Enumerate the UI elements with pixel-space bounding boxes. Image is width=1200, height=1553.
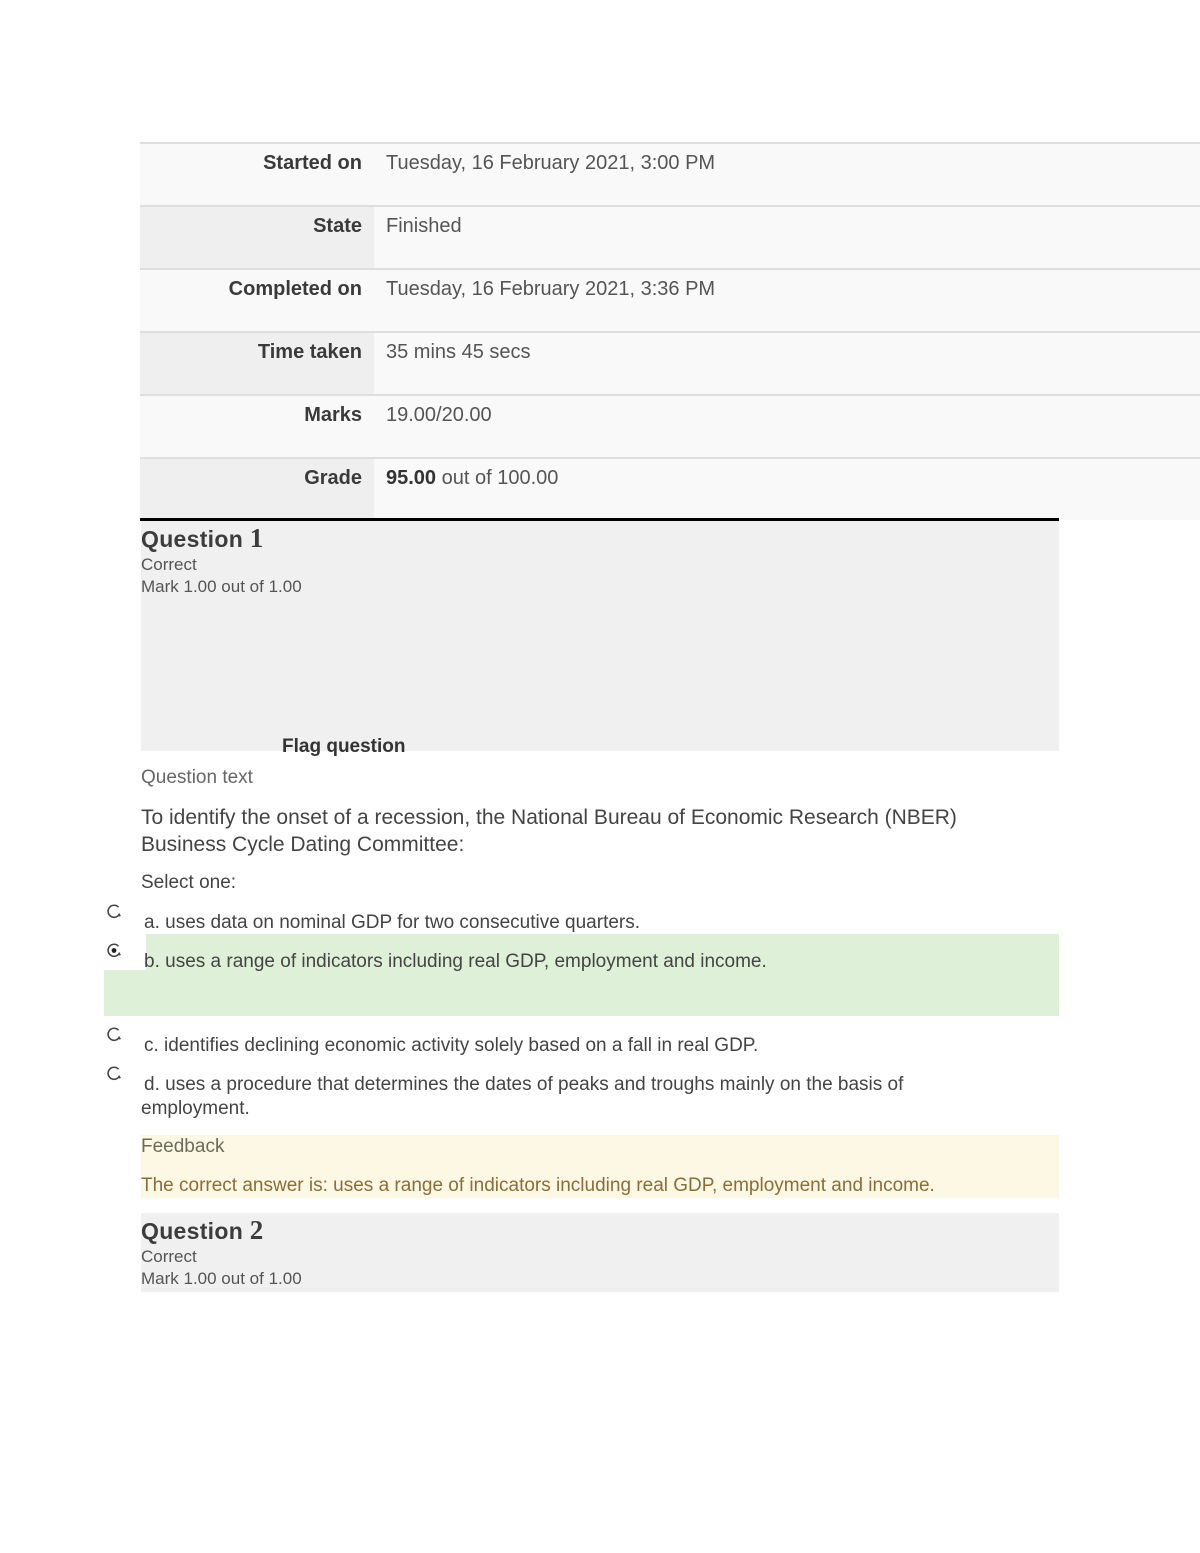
question-text-heading: Question text [141,767,253,788]
summary-row-started-on [140,142,1200,205]
correct-answer-highlight [104,934,1059,1016]
summary-value: Finished [374,207,1200,268]
summary-value: Tuesday, 16 February 2021, 3:00 PM [374,144,1200,205]
question-info-header [141,1213,985,1246]
summary-value: 19.00/20.00 [374,396,1200,457]
question-info-header [141,521,985,554]
summary-value [374,459,1200,520]
summary-label: Started on [140,144,374,205]
flag-question-link[interactable]: Flag question [282,736,406,757]
question-text: To identify the onset of a recession, the National Bureau of Economic Research (NBER) Business Cycle Dating Committee: [141,806,957,856]
correct-answer-text: The correct answer is: uses a range of indicators including real GDP, employment and income. [141,1175,935,1196]
question-grade: Mark 1.00 out of 1.00 [141,577,302,596]
select-one-prompt: Select one: [141,872,237,893]
summary-label: Time taken [140,333,374,394]
summary-row-grade [140,457,1200,520]
attempt-summary-table [140,142,1200,520]
feedback-heading: Feedback [141,1136,225,1157]
question-number: Question 2 [141,1215,264,1245]
summary-label: State [140,207,374,268]
feedback-box [141,1135,1059,1198]
summary-row-marks [140,394,1200,457]
summary-label: Marks [140,396,374,457]
summary-value: 35 mins 45 secs [374,333,1200,394]
summary-row-state [140,205,1200,268]
radio-button-icon[interactable] [106,903,123,920]
grade-out-of: out of 100.00 [436,467,559,489]
summary-label: Completed on [140,270,374,331]
grade-score: 95.00 [386,467,437,489]
answer-option-a: a. uses data on nominal GDP for two consecutive quarters. [144,912,641,933]
question-info-1 [141,521,1059,757]
question-grade: Mark 1.00 out of 1.00 [141,1269,302,1288]
summary-value: Tuesday, 16 February 2021, 3:36 PM [374,270,1200,331]
answer-option-b: b. uses a range of indicators including real GDP, employment and income. [144,951,767,972]
answer-option-d: d. uses a procedure that determines the dates of peaks and troughs mainly on the basis of employment. [141,1074,904,1119]
radio-button-icon[interactable] [106,1065,123,1082]
question-state: Correct [141,1247,197,1266]
summary-row-completed-on [140,268,1200,331]
question-number: Question 1 [141,523,264,553]
summary-label: Grade [140,459,374,520]
radio-button-icon[interactable] [106,1026,123,1043]
question-info-2 [141,1213,1059,1292]
radio-button-selected-icon[interactable] [106,942,123,959]
question-state: Correct [141,555,197,574]
answer-option-c: c. identifies declining economic activity solely based on a fall in real GDP. [144,1035,759,1056]
summary-row-time-taken [140,331,1200,394]
